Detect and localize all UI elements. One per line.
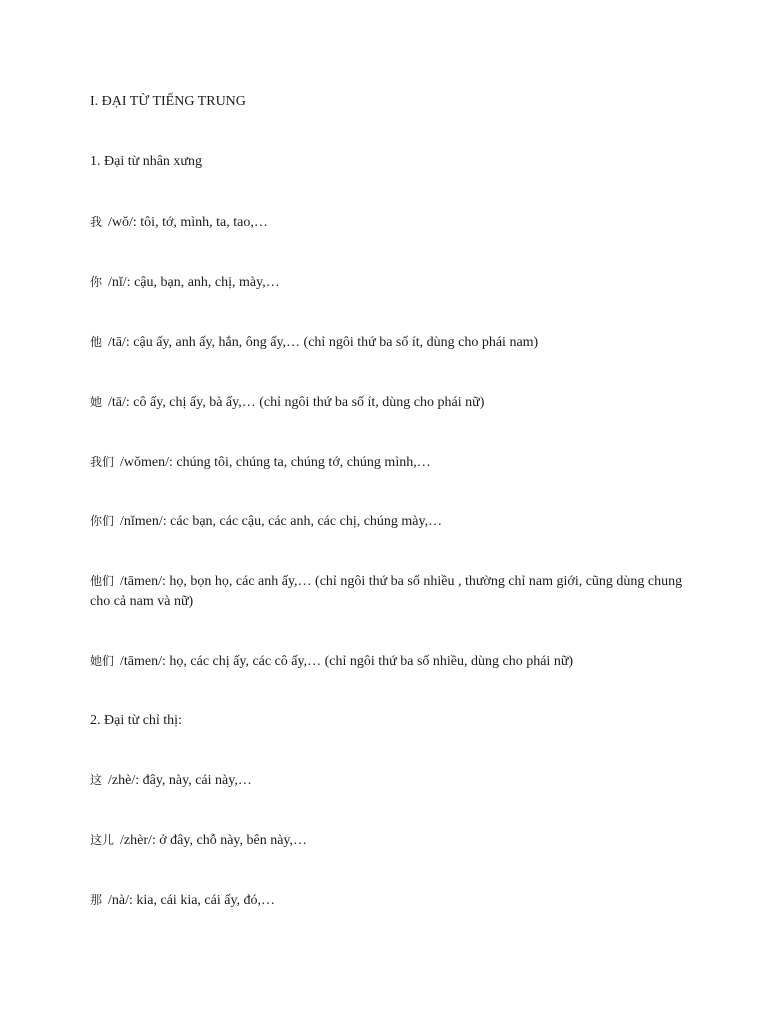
pronoun-hanzi: 这	[90, 773, 103, 787]
pronoun-hanzi: 你	[90, 275, 103, 289]
pronoun-entry	[90, 452, 690, 473]
pronoun-definition: /zhèr/: ở đây, chỗ này, bên này,…	[120, 833, 308, 848]
pronoun-entry	[90, 770, 690, 791]
pronoun-definition: /tā/: cậu ấy, anh ấy, hắn, ông ấy,… (chỉ ngôi thứ ba số ít, dùng cho phái nam)	[108, 335, 539, 350]
pronoun-hanzi: 她	[90, 395, 103, 409]
pronoun-definition: /zhè/: đây, này, cái này,…	[108, 773, 252, 788]
pronoun-hanzi: 我们	[90, 455, 115, 469]
pronoun-entry	[90, 212, 690, 233]
pronoun-hanzi: 这儿	[90, 833, 115, 847]
demonstrative-pronoun-heading: 2. Đại từ chỉ thị:	[90, 713, 182, 728]
pronoun-definition: /tāmen/: họ, bọn họ, các anh ấy,… (chỉ ngôi thứ ba số nhiều , thường chỉ nam giới, cũng dùng chung cho cả nam và nữ)	[90, 574, 683, 609]
pronoun-definition: /wǒmen/: chúng tôi, chúng ta, chúng tớ, chúng mình,…	[120, 455, 431, 470]
pronoun-hanzi: 他们	[90, 574, 115, 588]
pronoun-entry	[90, 651, 690, 672]
pronoun-entry	[90, 272, 690, 293]
pronoun-hanzi: 那	[90, 893, 103, 907]
pronoun-entry	[90, 332, 690, 353]
pronoun-definition: /nǐ/: cậu, bạn, anh, chị, mày,…	[108, 275, 280, 290]
personal-pronoun-heading: 1. Đại từ nhân xưng	[90, 154, 202, 169]
pronoun-definition: /tā/: cô ấy, chị ấy, bà ấy,… (chỉ ngôi thứ ba số ít, dùng cho phái nữ)	[108, 395, 485, 410]
pronoun-entry	[90, 571, 690, 612]
pronoun-definition: /nǐmen/: các bạn, các cậu, các anh, các chị, chúng mày,…	[120, 514, 443, 529]
pronoun-definition: /tāmen/: họ, các chị ấy, các cô ấy,… (chỉ ngôi thứ ba số nhiều, dùng cho phái nữ)	[120, 654, 574, 669]
pronoun-definition: /wǒ/: tôi, tớ, mình, ta, tao,…	[108, 215, 268, 230]
pronoun-entry	[90, 392, 690, 413]
pronoun-hanzi: 你们	[90, 514, 115, 528]
pronoun-entry	[90, 511, 690, 532]
pronoun-entry	[90, 890, 690, 911]
pronoun-entry	[90, 830, 690, 851]
section-title: I. ĐẠI TỪ TIẾNG TRUNG	[90, 94, 246, 109]
pronoun-hanzi: 他	[90, 335, 103, 349]
pronoun-hanzi: 我	[90, 215, 103, 229]
pronoun-hanzi: 她们	[90, 654, 115, 668]
pronoun-definition: /nà/: kia, cái kia, cái ấy, đó,…	[108, 893, 276, 908]
